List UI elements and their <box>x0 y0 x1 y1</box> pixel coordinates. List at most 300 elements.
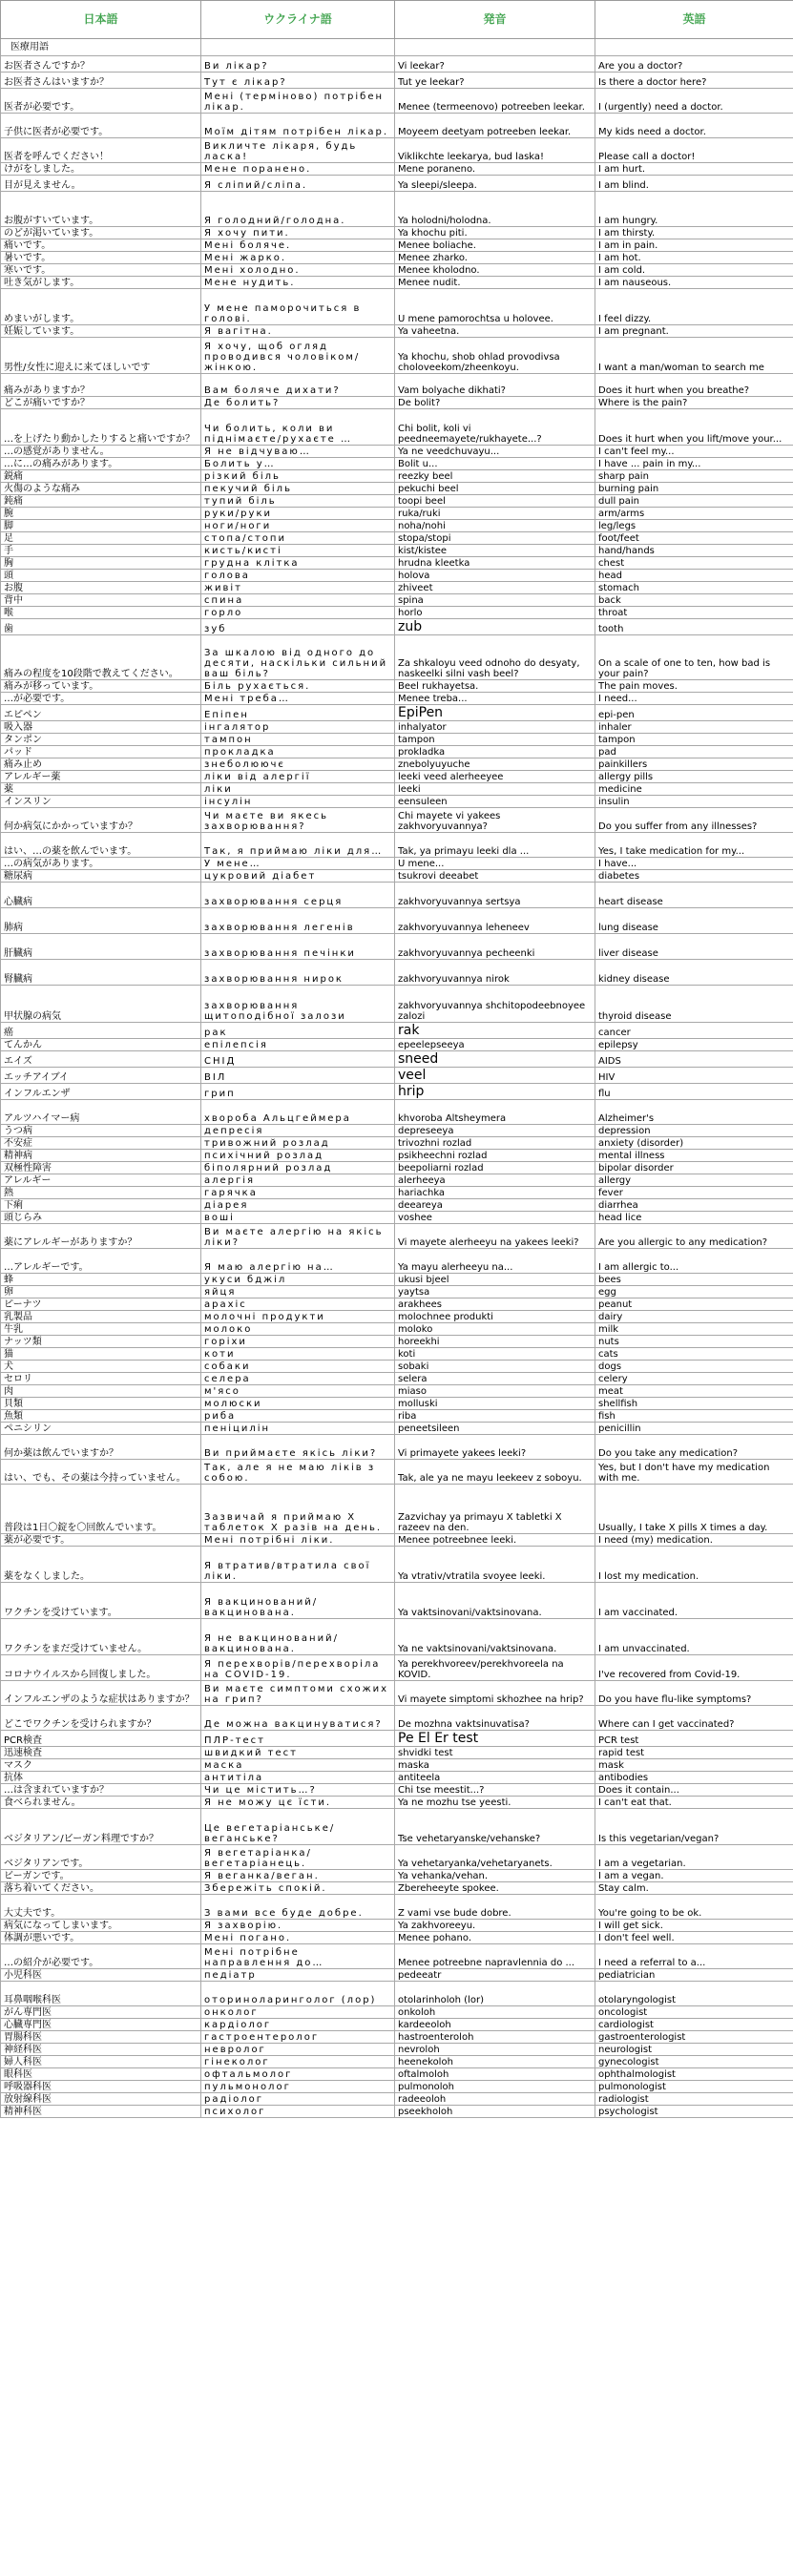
cell-japanese: 肝臓病 <box>1 934 201 960</box>
cell-ukrainian: руки/руки <box>201 508 395 520</box>
cell-pronunciation: Ya ne mozhu tse yeesti. <box>395 1797 595 1809</box>
cell-japanese: 貝類 <box>1 1398 201 1410</box>
cell-pronunciation: noha/nohi <box>395 520 595 532</box>
cell-pronunciation: De mozhna vaktsinuvatisa? <box>395 1706 595 1731</box>
cell-japanese: …アレルギーです。 <box>1 1249 201 1274</box>
cell-english: I am hurt. <box>595 163 793 176</box>
table-row <box>1 1619 793 1655</box>
table-row <box>1 870 793 883</box>
cell-ukrainian: спина <box>201 594 395 607</box>
cell-japanese: どこが痛いですか？ <box>1 397 201 409</box>
cell-japanese: インフルエンザのような症状はありますか？ <box>1 1681 201 1706</box>
cell-japanese: …に…の痛みがあります。 <box>1 458 201 470</box>
cell-english: ophthalmologist <box>595 2068 793 2081</box>
cell-pronunciation: Tak, ya primayu leeki dla ... <box>395 833 595 858</box>
cell-pronunciation: Viklikchte leekarya, bud laska! <box>395 138 595 163</box>
cell-ukrainian: Чи маєте ви якесь захворювання? <box>201 808 395 833</box>
table-row <box>1 1655 793 1681</box>
cell-japanese: 歯 <box>1 619 201 635</box>
cell-japanese: 妊娠しています。 <box>1 325 201 338</box>
cell-english: neurologist <box>595 2044 793 2056</box>
cell-japanese: 火傷のような痛み <box>1 483 201 495</box>
cell-ukrainian: СНІД <box>201 1051 395 1068</box>
cell-pronunciation: peneetsileen <box>395 1423 595 1435</box>
table-row <box>1 1485 793 1534</box>
cell-ukrainian: Мені треба… <box>201 693 395 705</box>
table-row <box>1 1547 793 1583</box>
cell-pronunciation: Vam bolyache dikhati? <box>395 374 595 397</box>
cell-japanese: 腎臓病 <box>1 960 201 986</box>
table-row <box>1 833 793 858</box>
cell-english: I am unvaccinated. <box>595 1619 793 1655</box>
table-row <box>1 557 793 570</box>
cell-ukrainian: алергія <box>201 1174 395 1187</box>
table-row <box>1 594 793 607</box>
table-row <box>1 1920 793 1932</box>
cell-ukrainian: швидкий тест <box>201 1747 395 1759</box>
cell-ukrainian: пульмонолог <box>201 2081 395 2093</box>
cell-ukrainian: біполярний розлад <box>201 1162 395 1174</box>
cell-japanese: 子供に医者が必要です。 <box>1 114 201 138</box>
cell-japanese: エイズ <box>1 1051 201 1068</box>
table-row <box>1 1174 793 1187</box>
cell-english: rapid test <box>595 1747 793 1759</box>
cell-ukrainian: хвороба Альцгеймера <box>201 1100 395 1125</box>
cell-pronunciation: koti <box>395 1348 595 1361</box>
cell-english: celery <box>595 1373 793 1385</box>
cell-ukrainian: укуси бджіл <box>201 1274 395 1286</box>
header-english: 英語 <box>595 1 793 39</box>
cell-japanese: 薬をなくしました。 <box>1 1547 201 1583</box>
table-row <box>1 1982 793 2006</box>
cell-pronunciation: zakhvoryuvannya sertsya <box>395 883 595 908</box>
cell-japanese: 痛いです。 <box>1 239 201 252</box>
table-row <box>1 1212 793 1224</box>
cell-japanese: 鈍痛 <box>1 495 201 508</box>
cell-pronunciation: Ya holodni/holodna. <box>395 192 595 227</box>
cell-ukrainian: Ви маєте алергію на якісь ліки? <box>201 1224 395 1249</box>
cell-japanese: …の感覚がありません。 <box>1 446 201 458</box>
cell-english: antibodies <box>595 1772 793 1784</box>
cell-pronunciation: Zbereheeyte spokee. <box>395 1882 595 1895</box>
cell-english: inhaler <box>595 721 793 734</box>
cell-japanese: 鋭痛 <box>1 470 201 483</box>
cell-ukrainian: Мені холодно. <box>201 264 395 277</box>
cell-japanese: 痛みがありますか？ <box>1 374 201 397</box>
cell-pronunciation: beepoliarni rozlad <box>395 1162 595 1174</box>
cell-english: Usually, I take X pills X times a day. <box>595 1485 793 1534</box>
cell-pronunciation: alerheeya <box>395 1174 595 1187</box>
cell-english: back <box>595 594 793 607</box>
cell-ukrainian: цукровий діабет <box>201 870 395 883</box>
cell-japanese: 目が見えません。 <box>1 176 201 192</box>
cell-japanese: PCR検査 <box>1 1731 201 1747</box>
cell-pronunciation: molochnee produkti <box>395 1311 595 1323</box>
cell-pronunciation: hariachka <box>395 1187 595 1199</box>
table-row <box>1 289 793 325</box>
section-row <box>1 39 793 56</box>
cell-pronunciation: Chi bolit, koli vi peedneemayete/rukhayete...? <box>395 409 595 446</box>
cell-pronunciation: Ya vehetaryanka/vehetaryanets. <box>395 1845 595 1870</box>
cell-english: Please call a doctor! <box>595 138 793 163</box>
cell-ukrainian: Я сліпий/сліпа. <box>201 176 395 192</box>
cell-japanese: エッチアイブイ <box>1 1068 201 1084</box>
cell-english: cardiologist <box>595 2019 793 2031</box>
cell-ukrainian: Вам боляче дихати? <box>201 374 395 397</box>
table-row <box>1 796 793 808</box>
cell-pronunciation: antiteela <box>395 1772 595 1784</box>
cell-ukrainian: Ви маєте симптоми схожих на грип? <box>201 1681 395 1706</box>
table-row <box>1 2019 793 2031</box>
cell-ukrainian: ноги/ноги <box>201 520 395 532</box>
cell-ukrainian: онколог <box>201 2006 395 2019</box>
cell-english: meat <box>595 1385 793 1398</box>
cell-japanese: 薬にアレルギーがありますか？ <box>1 1224 201 1249</box>
cell-pronunciation: Ya zakhvoreeyu. <box>395 1920 595 1932</box>
cell-english: tooth <box>595 619 793 635</box>
cell-japanese: 背中 <box>1 594 201 607</box>
cell-japanese: 糖尿病 <box>1 870 201 883</box>
cell-english: I will get sick. <box>595 1920 793 1932</box>
cell-english: I lost my medication. <box>595 1547 793 1583</box>
cell-english: Does it contain... <box>595 1784 793 1797</box>
cell-english: Alzheimer's <box>595 1100 793 1125</box>
table-row <box>1 734 793 746</box>
cell-ukrainian: горло <box>201 607 395 619</box>
cell-ukrainian: За шкалою від одного до десяти, наскільки сильний ваш біль? <box>201 635 395 680</box>
cell-english: pediatrician <box>595 1969 793 1982</box>
table-row <box>1 1932 793 1944</box>
cell-english: On a scale of one to ten, how bad is your pain? <box>595 635 793 680</box>
cell-pronunciation: U mene pamorochtsa u holovee. <box>395 289 595 325</box>
cell-japanese: 胸 <box>1 557 201 570</box>
table-row <box>1 192 793 227</box>
cell-japanese: 肺病 <box>1 908 201 934</box>
table-row <box>1 1731 793 1747</box>
cell-english: Is there a doctor here? <box>595 73 793 89</box>
table-row <box>1 374 793 397</box>
cell-ukrainian: антитіла <box>201 1772 395 1784</box>
cell-ukrainian: психолог <box>201 2106 395 2118</box>
table-row <box>1 1150 793 1162</box>
cell-pronunciation: ruka/ruki <box>395 508 595 520</box>
table-row <box>1 325 793 338</box>
cell-japanese: 食べられません。 <box>1 1797 201 1809</box>
cell-pronunciation: hrudna kleetka <box>395 557 595 570</box>
cell-pronunciation: pulmonoloh <box>395 2081 595 2093</box>
cell-ukrainian: Мені потрібне направлення до… <box>201 1944 395 1969</box>
cell-pronunciation: Menee (termeenovo) potreeben leekar. <box>395 89 595 114</box>
cell-english: burning pain <box>595 483 793 495</box>
cell-pronunciation: Moyeem deetyam potreeben leekar. <box>395 114 595 138</box>
cell-english: I can't eat that. <box>595 1797 793 1809</box>
cell-japanese: 肉 <box>1 1385 201 1398</box>
cell-pronunciation: arakhees <box>395 1298 595 1311</box>
cell-ukrainian: оториноларинголог (лор) <box>201 1982 395 2006</box>
cell-japanese: …が必要です。 <box>1 693 201 705</box>
cell-japanese: お医者さんはいますか？ <box>1 73 201 89</box>
cell-pronunciation: Menee nudit. <box>395 277 595 289</box>
cell-ukrainian: інгалятор <box>201 721 395 734</box>
table-row <box>1 239 793 252</box>
cell-pronunciation: zakhvoryuvannya shchitopodeebnoyee zalozi <box>395 986 595 1023</box>
cell-japanese: 脚 <box>1 520 201 532</box>
cell-pronunciation: tsukrovi deeabet <box>395 870 595 883</box>
cell-japanese: のどが渇いています。 <box>1 227 201 239</box>
cell-english: bipolar disorder <box>595 1162 793 1174</box>
table-row <box>1 2056 793 2068</box>
cell-pronunciation: Ya perekhvoreev/perekhvoreela na KOVID. <box>395 1655 595 1681</box>
cell-english: I feel dizzy. <box>595 289 793 325</box>
cell-pronunciation: ukusi bjeel <box>395 1274 595 1286</box>
cell-ukrainian: невролог <box>201 2044 395 2056</box>
cell-japanese: 何か薬は飲んでいますか？ <box>1 1435 201 1460</box>
cell-pronunciation: Pe El Er test <box>395 1731 595 1747</box>
cell-pronunciation: zub <box>395 619 595 635</box>
table-row <box>1 1100 793 1125</box>
table-row <box>1 277 793 289</box>
cell-ukrainian: психічний розлад <box>201 1150 395 1162</box>
table-row <box>1 1162 793 1174</box>
table-row <box>1 705 793 721</box>
cell-japanese: 下痢 <box>1 1199 201 1212</box>
cell-japanese: はい、…の薬を飲んでいます。 <box>1 833 201 858</box>
cell-pronunciation: toopi beel <box>395 495 595 508</box>
cell-japanese: 病気になってしまいます。 <box>1 1920 201 1932</box>
table-row <box>1 532 793 545</box>
cell-pronunciation: Vi mayete simptomi skhozhee na hrip? <box>395 1681 595 1706</box>
cell-japanese: 男性/女性に迎えに来てほしいです <box>1 338 201 374</box>
table-row <box>1 483 793 495</box>
cell-pronunciation: Vi primayete yakees leeki? <box>395 1435 595 1460</box>
table-row <box>1 1583 793 1619</box>
cell-japanese: 卵 <box>1 1286 201 1298</box>
cell-pronunciation: psikheechni rozlad <box>395 1150 595 1162</box>
cell-pronunciation: Ya khochu, shob ohlad provodivsa choloveekom/zheenkoyu. <box>395 338 595 374</box>
cell-ukrainian: педіатр <box>201 1969 395 1982</box>
cell-japanese: アレルギー <box>1 1174 201 1187</box>
cell-english: I am hungry. <box>595 192 793 227</box>
table-row <box>1 338 793 374</box>
cell-ukrainian: захворювання щитоподібної залози <box>201 986 395 1023</box>
cell-ukrainian: У мене… <box>201 858 395 870</box>
section-title: 医療用語 <box>1 39 201 56</box>
cell-ukrainian: Я вакцинований/вакцинована. <box>201 1583 395 1619</box>
table-row <box>1 1870 793 1882</box>
cell-japanese: 牛乳 <box>1 1323 201 1336</box>
table-row <box>1 1809 793 1845</box>
cell-pronunciation: Ya vtrativ/vtratila svoyee leeki. <box>395 1547 595 1583</box>
table-row <box>1 114 793 138</box>
cell-pronunciation: Ya vaktsinovani/vaktsinovana. <box>395 1583 595 1619</box>
table-row <box>1 808 793 833</box>
cell-pronunciation: eensuleen <box>395 796 595 808</box>
cell-english: I've recovered from Covid-19. <box>595 1655 793 1681</box>
table-row <box>1 176 793 192</box>
cell-pronunciation: shvidki test <box>395 1747 595 1759</box>
cell-japanese: ナッツ類 <box>1 1336 201 1348</box>
cell-japanese: 乳製品 <box>1 1311 201 1323</box>
cell-japanese: エピペン <box>1 705 201 721</box>
table-row <box>1 1969 793 1982</box>
table-row <box>1 1039 793 1051</box>
table-row <box>1 858 793 870</box>
cell-ukrainian: Чи це містить…? <box>201 1784 395 1797</box>
table-row <box>1 397 793 409</box>
cell-pronunciation: pedeeatr <box>395 1969 595 1982</box>
cell-pronunciation: znebolyuyuche <box>395 758 595 771</box>
table-row <box>1 470 793 483</box>
cell-pronunciation: onkoloh <box>395 2006 595 2019</box>
cell-english: epi-pen <box>595 705 793 721</box>
table-row <box>1 1772 793 1784</box>
cell-ukrainian: ліки від алергії <box>201 771 395 783</box>
cell-japanese: 手 <box>1 545 201 557</box>
cell-ukrainian: Тут є лікар? <box>201 73 395 89</box>
table-row <box>1 2044 793 2056</box>
cell-ukrainian: У мене паморочиться в голові. <box>201 289 395 325</box>
cell-pronunciation: riba <box>395 1410 595 1423</box>
cell-english: fever <box>595 1187 793 1199</box>
cell-english: gynecologist <box>595 2056 793 2068</box>
cell-ukrainian: селера <box>201 1373 395 1385</box>
cell-ukrainian: Я вагітна. <box>201 325 395 338</box>
cell-japanese: アレルギー薬 <box>1 771 201 783</box>
cell-japanese: インフルエンザ <box>1 1084 201 1100</box>
cell-ukrainian: різкий біль <box>201 470 395 483</box>
cell-pronunciation: miaso <box>395 1385 595 1398</box>
cell-pronunciation: Tut ye leekar? <box>395 73 595 89</box>
header-row <box>1 1 793 39</box>
cell-japanese: 精神病 <box>1 1150 201 1162</box>
cell-pronunciation: Zazvichay ya primayu X tabletki X razeev na den. <box>395 1485 595 1534</box>
cell-english: leg/legs <box>595 520 793 532</box>
table-row <box>1 2106 793 2118</box>
cell-english: I can't feel my... <box>595 446 793 458</box>
header-pronunciation: 発音 <box>395 1 595 39</box>
cell-ukrainian: Мене нудить. <box>201 277 395 289</box>
cell-japanese: ペニシリン <box>1 1423 201 1435</box>
cell-pronunciation: Z vami vse bude dobre. <box>395 1895 595 1920</box>
cell-english: dogs <box>595 1361 793 1373</box>
table-row <box>1 1068 793 1084</box>
header-ukrainian: ウクライナ語 <box>201 1 395 39</box>
cell-pronunciation: hastroenteroloh <box>395 2031 595 2044</box>
cell-ukrainian: Мені боляче. <box>201 239 395 252</box>
cell-ukrainian: Я маю алергію на… <box>201 1249 395 1274</box>
cell-pronunciation: depreseeya <box>395 1125 595 1137</box>
cell-english: heart disease <box>595 883 793 908</box>
cell-japanese: 婦人科医 <box>1 2056 201 2068</box>
cell-ukrainian: маска <box>201 1759 395 1772</box>
cell-japanese: 医者を呼んでください！ <box>1 138 201 163</box>
cell-english: diabetes <box>595 870 793 883</box>
table-row <box>1 252 793 264</box>
cell-japanese: どこでワクチンを受けられますか？ <box>1 1706 201 1731</box>
cell-english: Does it hurt when you breathe? <box>595 374 793 397</box>
cell-ukrainian: голова <box>201 570 395 582</box>
cell-english: thyroid disease <box>595 986 793 1023</box>
table-row <box>1 1398 793 1410</box>
cell-japanese: 眼科医 <box>1 2068 201 2081</box>
cell-english: allergy <box>595 1174 793 1187</box>
cell-ukrainian: Викличте лікаря, будь ласка! <box>201 138 395 163</box>
cell-english: foot/feet <box>595 532 793 545</box>
cell-japanese: 体調が悪いです。 <box>1 1932 201 1944</box>
table-row <box>1 1423 793 1435</box>
cell-ukrainian: гінеколог <box>201 2056 395 2068</box>
cell-english: I am hot. <box>595 252 793 264</box>
cell-pronunciation: prokladka <box>395 746 595 758</box>
table-row <box>1 1125 793 1137</box>
cell-english: otolaryngologist <box>595 1982 793 2006</box>
cell-english: depression <box>595 1125 793 1137</box>
cell-pronunciation: Tse vehetaryanske/vehanske? <box>395 1809 595 1845</box>
cell-ukrainian: рак <box>201 1023 395 1039</box>
cell-ukrainian: Я хочу, щоб огляд проводився чоловіком/жінкою. <box>201 338 395 374</box>
cell-english: allergy pills <box>595 771 793 783</box>
cell-english: dull pain <box>595 495 793 508</box>
cell-pronunciation: kist/kistee <box>395 545 595 557</box>
table-row <box>1 960 793 986</box>
cell-japanese: 耳鼻咽喉科医 <box>1 1982 201 2006</box>
cell-ukrainian: захворювання легенів <box>201 908 395 934</box>
cell-japanese: 痛みが移っています。 <box>1 680 201 693</box>
cell-english: hand/hands <box>595 545 793 557</box>
table-row <box>1 2068 793 2081</box>
cell-pronunciation: deeareya <box>395 1199 595 1212</box>
cell-ukrainian: інсулін <box>201 796 395 808</box>
table-row <box>1 1747 793 1759</box>
cell-pronunciation: Menee boliache. <box>395 239 595 252</box>
cell-pronunciation: horlo <box>395 607 595 619</box>
cell-pronunciation: sobaki <box>395 1361 595 1373</box>
cell-japanese: 呼吸器科医 <box>1 2081 201 2093</box>
cell-english: egg <box>595 1286 793 1298</box>
cell-ukrainian: грип <box>201 1084 395 1100</box>
cell-english: You're going to be ok. <box>595 1895 793 1920</box>
cell-japanese: 心臓専門医 <box>1 2019 201 2031</box>
cell-english: I am cold. <box>595 264 793 277</box>
table-row <box>1 545 793 557</box>
table-row <box>1 56 793 73</box>
cell-ukrainian: грудна клітка <box>201 557 395 570</box>
cell-ukrainian: Я вегетаріанка/вегетаріанець. <box>201 1845 395 1870</box>
cell-english: My kids need a doctor. <box>595 114 793 138</box>
table-row <box>1 721 793 734</box>
cell-pronunciation: Ya khochu piti. <box>395 227 595 239</box>
table-row <box>1 619 793 635</box>
cell-english: kidney disease <box>595 960 793 986</box>
cell-ukrainian: Я не вакцинований/вакцинована. <box>201 1619 395 1655</box>
cell-ukrainian: Мені (терміново) потрібен лікар. <box>201 89 395 114</box>
cell-english: Where is the pain? <box>595 397 793 409</box>
cell-english: I (urgently) need a doctor. <box>595 89 793 114</box>
cell-japanese: パッド <box>1 746 201 758</box>
cell-pronunciation: Beel rukhayetsa. <box>395 680 595 693</box>
cell-japanese: タンポン <box>1 734 201 746</box>
cell-english: Does it hurt when you lift/move your... <box>595 409 793 446</box>
cell-japanese: 痛み止め <box>1 758 201 771</box>
table-row <box>1 783 793 796</box>
cell-pronunciation: Ya ne vaktsinovani/vaktsinovana. <box>395 1619 595 1655</box>
cell-english: I need... <box>595 693 793 705</box>
cell-ukrainian: зуб <box>201 619 395 635</box>
cell-pronunciation: Ya mayu alerheeyu na... <box>395 1249 595 1274</box>
cell-english: I am in pain. <box>595 239 793 252</box>
cell-english: Yes, but I don't have my medication with me. <box>595 1460 793 1485</box>
cell-english: Stay calm. <box>595 1882 793 1895</box>
